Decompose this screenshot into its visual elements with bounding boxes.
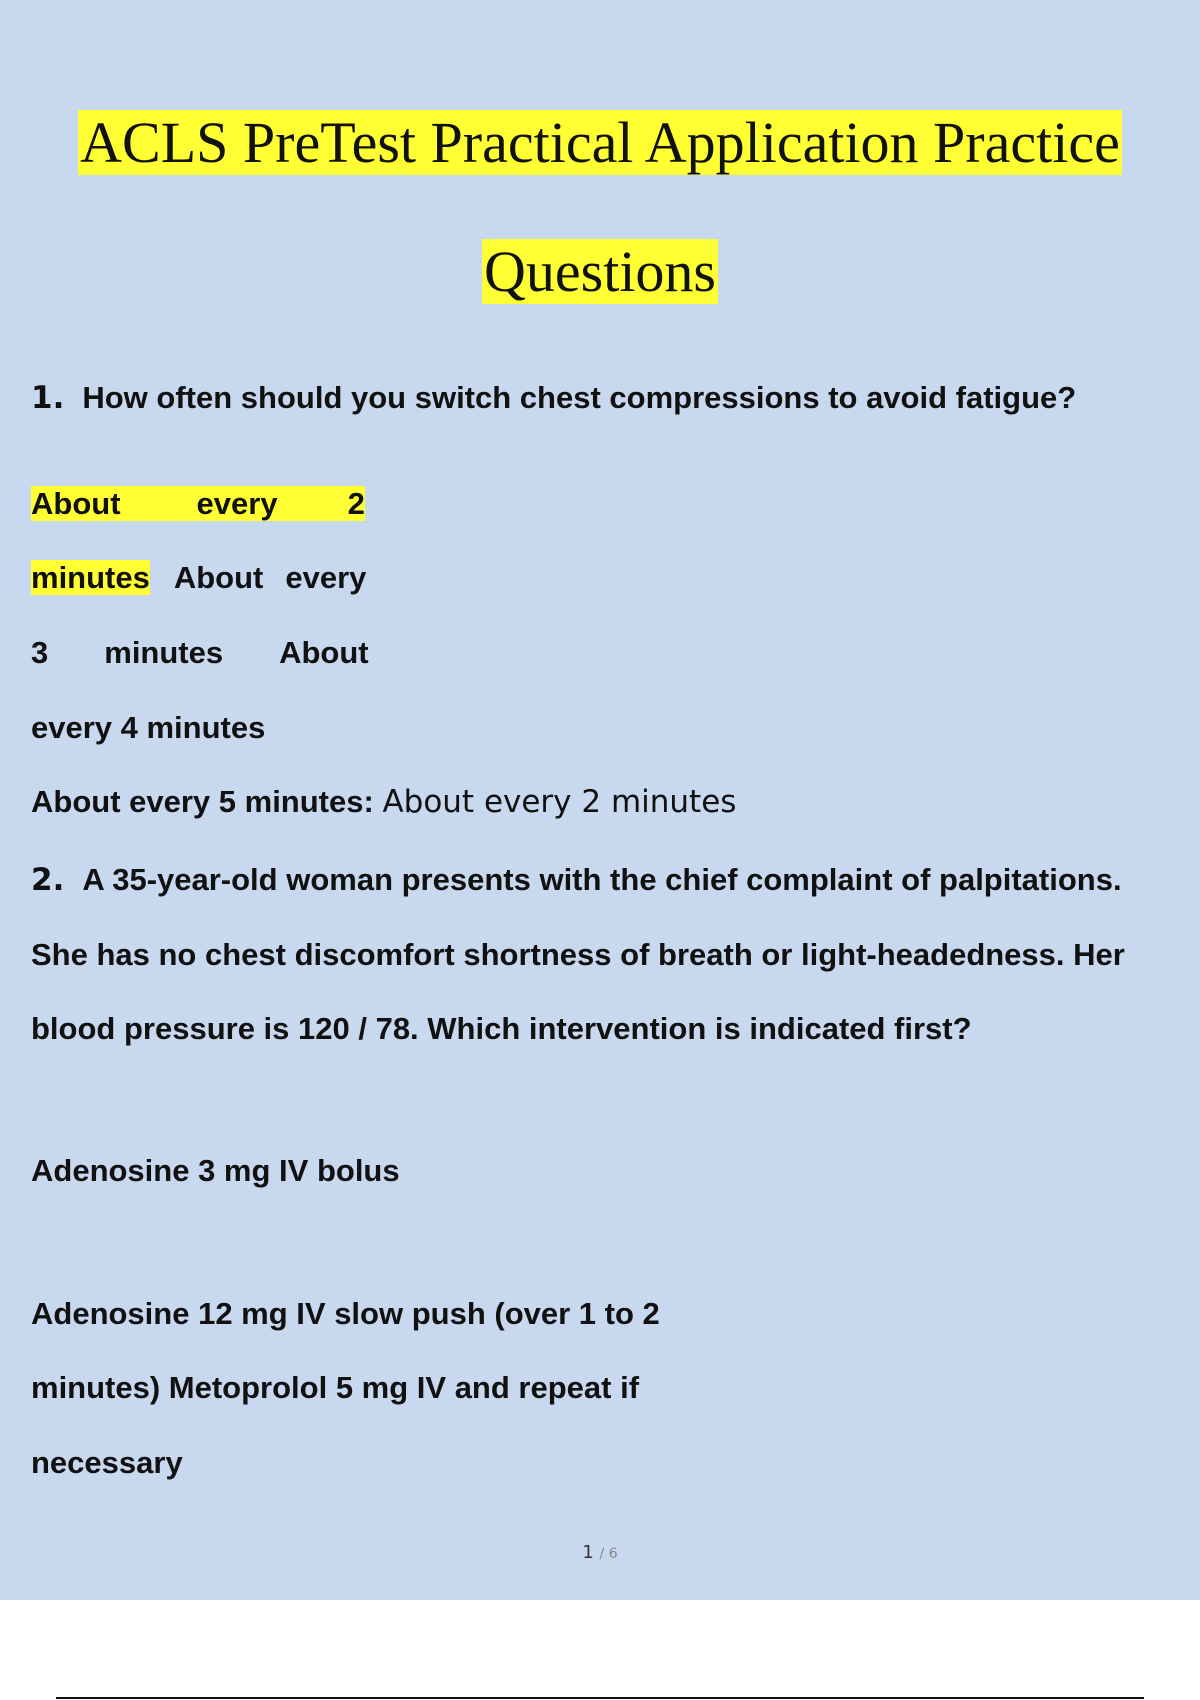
answer-line-b: minutes About every	[31, 560, 367, 595]
answer-option-text: About every 5 minutes:	[31, 784, 374, 819]
question-1	[31, 378, 1076, 418]
question-2-line-1: 2. A 35-year-old woman presents with the chief complaint of palpitations.	[31, 862, 1122, 898]
page-number	[0, 1542, 1200, 1563]
answer-line-d: every 4 minutes	[31, 710, 266, 745]
question-1-text: How often should you switch chest compressions to avoid fatigue?	[82, 380, 1077, 415]
question-2-option-2-line-1: Adenosine 12 mg IV slow push (over 1 to 2	[31, 1296, 660, 1331]
question-2-number: 2.	[31, 862, 65, 898]
question-2-option-1: Adenosine 3 mg IV bolus	[31, 1153, 400, 1188]
question-2-option-2-line-3: necessary	[31, 1445, 183, 1480]
document-title-line-2: Questions	[484, 239, 716, 304]
answer-line-c: 3 minutes About	[31, 635, 369, 670]
question-2-option-2-line-2: minutes) Metoprolol 5 mg IV and repeat if	[31, 1370, 640, 1405]
correct-answer: About every 2 minutes	[382, 784, 737, 820]
page-current: 1	[582, 1542, 594, 1563]
answer-line-a	[31, 484, 365, 524]
question-1-number: 1.	[31, 380, 65, 416]
answer-line-a-highlight: About every 2	[31, 486, 365, 521]
answer-line-b-highlight: minutes	[31, 560, 150, 595]
answer-line-e	[31, 782, 736, 822]
next-page-divider	[56, 1697, 1144, 1699]
page-total: / 6	[599, 1546, 618, 1562]
question-2-line-3: blood pressure is 120 / 78. Which intervention is indicated first?	[31, 1011, 972, 1046]
document-title-line-1: ACLS PreTest Practical Application Practice	[80, 110, 1120, 175]
question-2-line-2: She has no chest discomfort shortness of breath or light-headedness. Her	[31, 937, 1125, 972]
